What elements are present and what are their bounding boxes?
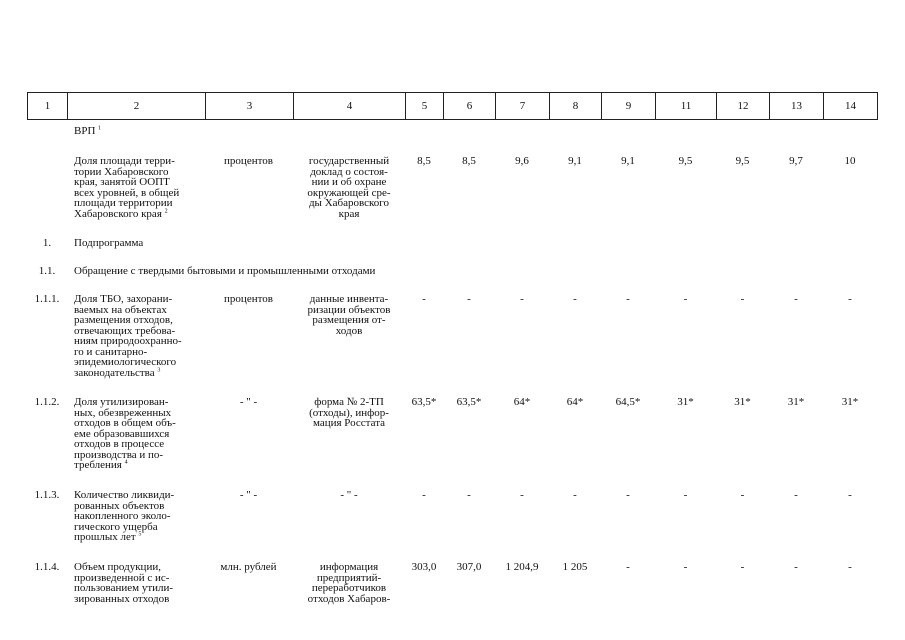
value-cell: - — [626, 561, 630, 573]
unit-cell: процентов — [224, 155, 273, 167]
source-cell: форма № 2-ТП (отходы), инфор- мация Росстата — [309, 396, 389, 429]
value-cell: 63,5* — [411, 396, 437, 408]
value-cell: - — [740, 489, 745, 501]
unit-cell: млн. рублей — [220, 561, 277, 573]
row-number: 1.1.1. — [34, 293, 60, 305]
value-cell: - — [626, 489, 630, 501]
value-cell: 9,1 — [621, 155, 635, 167]
value-cell: 31* — [841, 396, 859, 408]
value-cell: - — [573, 293, 577, 305]
value-cell: - — [626, 293, 630, 305]
value-cell: 307,0 — [456, 561, 482, 573]
value-cell: - — [467, 293, 471, 305]
column-header-cell: 7 — [496, 93, 550, 120]
value-cell: 8,5 — [417, 155, 431, 167]
value-cell: 303,0 — [411, 561, 437, 573]
indicator-name: ВРП $^1$ — [74, 125, 102, 137]
value-cell: 31* — [787, 396, 805, 408]
value-cell: - — [520, 489, 524, 501]
source-cell: - " - — [340, 489, 358, 501]
source-cell: государственный доклад о состоя- нии и об охране окружающей сре- ды Хабаровского края — [307, 155, 391, 220]
column-header-cell: 14 — [824, 93, 878, 120]
source-cell: данные инвента- ризации объектов размещения от- ходов — [307, 293, 391, 337]
value-cell: - — [422, 293, 426, 305]
value-cell: 31* — [734, 396, 751, 408]
value-cell: - — [848, 489, 852, 501]
value-cell: 64,5* — [615, 396, 641, 408]
row-number: 1. — [42, 237, 52, 249]
value-cell: - — [848, 293, 852, 305]
column-header-cell: 8 — [550, 93, 602, 120]
row-number: 1.1. — [38, 265, 56, 277]
row-number: 1.1.2. — [34, 396, 60, 408]
value-cell: 9,6 — [515, 155, 529, 167]
unit-cell: - " - — [239, 489, 258, 501]
source-cell: информация предприятий- переработчиков отходов Хабаров- — [307, 561, 391, 605]
column-header-cell: 9 — [602, 93, 656, 120]
value-cell: - — [794, 561, 798, 573]
indicator-name: Количество ликвиди- рованных объектов накопленного эколо- гического ущерба прошлых лет $^5$ — [74, 489, 175, 543]
column-header-cell: 3 — [206, 93, 294, 120]
value-cell: - — [573, 489, 577, 501]
value-cell: - — [794, 489, 798, 501]
value-cell: 64* — [513, 396, 531, 408]
indicator-name: Доля площади терри- тории Хабаровского края, занятой ООПТ всех уровней, в общей площади территории Хабаровского края $^2$ — [74, 155, 180, 220]
value-cell: - — [794, 293, 798, 305]
value-cell: 9,7 — [789, 155, 803, 167]
value-cell: - — [422, 489, 426, 501]
value-cell: 1 205 — [562, 561, 588, 573]
value-cell: 10 — [844, 155, 856, 167]
column-header-cell: 4 — [294, 93, 406, 120]
column-header-cell: 11 — [656, 93, 717, 120]
value-cell: 64* — [566, 396, 584, 408]
value-cell: 9,5 — [678, 155, 693, 167]
value-cell: - — [740, 561, 745, 573]
unit-cell: - " - — [239, 396, 258, 408]
value-cell: - — [740, 293, 745, 305]
value-cell: 8,5 — [462, 155, 476, 167]
value-cell: - — [683, 561, 688, 573]
section-title: Подпрограмма — [74, 237, 144, 249]
unit-cell: процентов — [224, 293, 273, 305]
column-header-cell: 6 — [444, 93, 496, 120]
value-cell: 1 204,9 — [505, 561, 539, 573]
column-header-cell: 13 — [770, 93, 824, 120]
column-header-cell: 5 — [406, 93, 444, 120]
value-cell: 9,5 — [735, 155, 750, 167]
column-header-cell: 2 — [68, 93, 206, 120]
value-cell: - — [848, 561, 852, 573]
value-cell: - — [520, 293, 524, 305]
indicator-name: Объем продукции, произведенной с ис- пользованием утили- зированных отходов — [74, 561, 174, 605]
value-cell: 9,1 — [568, 155, 582, 167]
value-cell: 31* — [677, 396, 694, 408]
value-cell: - — [467, 489, 471, 501]
value-cell: 63,5* — [456, 396, 482, 408]
section-title: Обращение с твердыми бытовыми и промышленными отходами — [74, 265, 376, 277]
indicator-name: Доля утилизирован- ных, обезвреженных отходов в общем объ- еме образовавшихся отходов в процессе производства и по- требления $^4$ — [74, 396, 176, 471]
column-header-cell: 1 — [28, 93, 68, 120]
value-cell: - — [683, 293, 688, 305]
column-header-table — [27, 92, 878, 120]
row-number: 1.1.3. — [34, 489, 60, 501]
value-cell: - — [683, 489, 688, 501]
column-header-row — [28, 93, 878, 120]
column-header-cell: 12 — [717, 93, 770, 120]
indicator-name: Доля ТБО, захорани- ваемых на объектах размещения отходов, отвечающих требова- ниям природоохранно- го и санитарно- эпидемиологического законодательства $^3$ — [74, 293, 182, 379]
row-number: 1.1.4. — [34, 561, 60, 573]
